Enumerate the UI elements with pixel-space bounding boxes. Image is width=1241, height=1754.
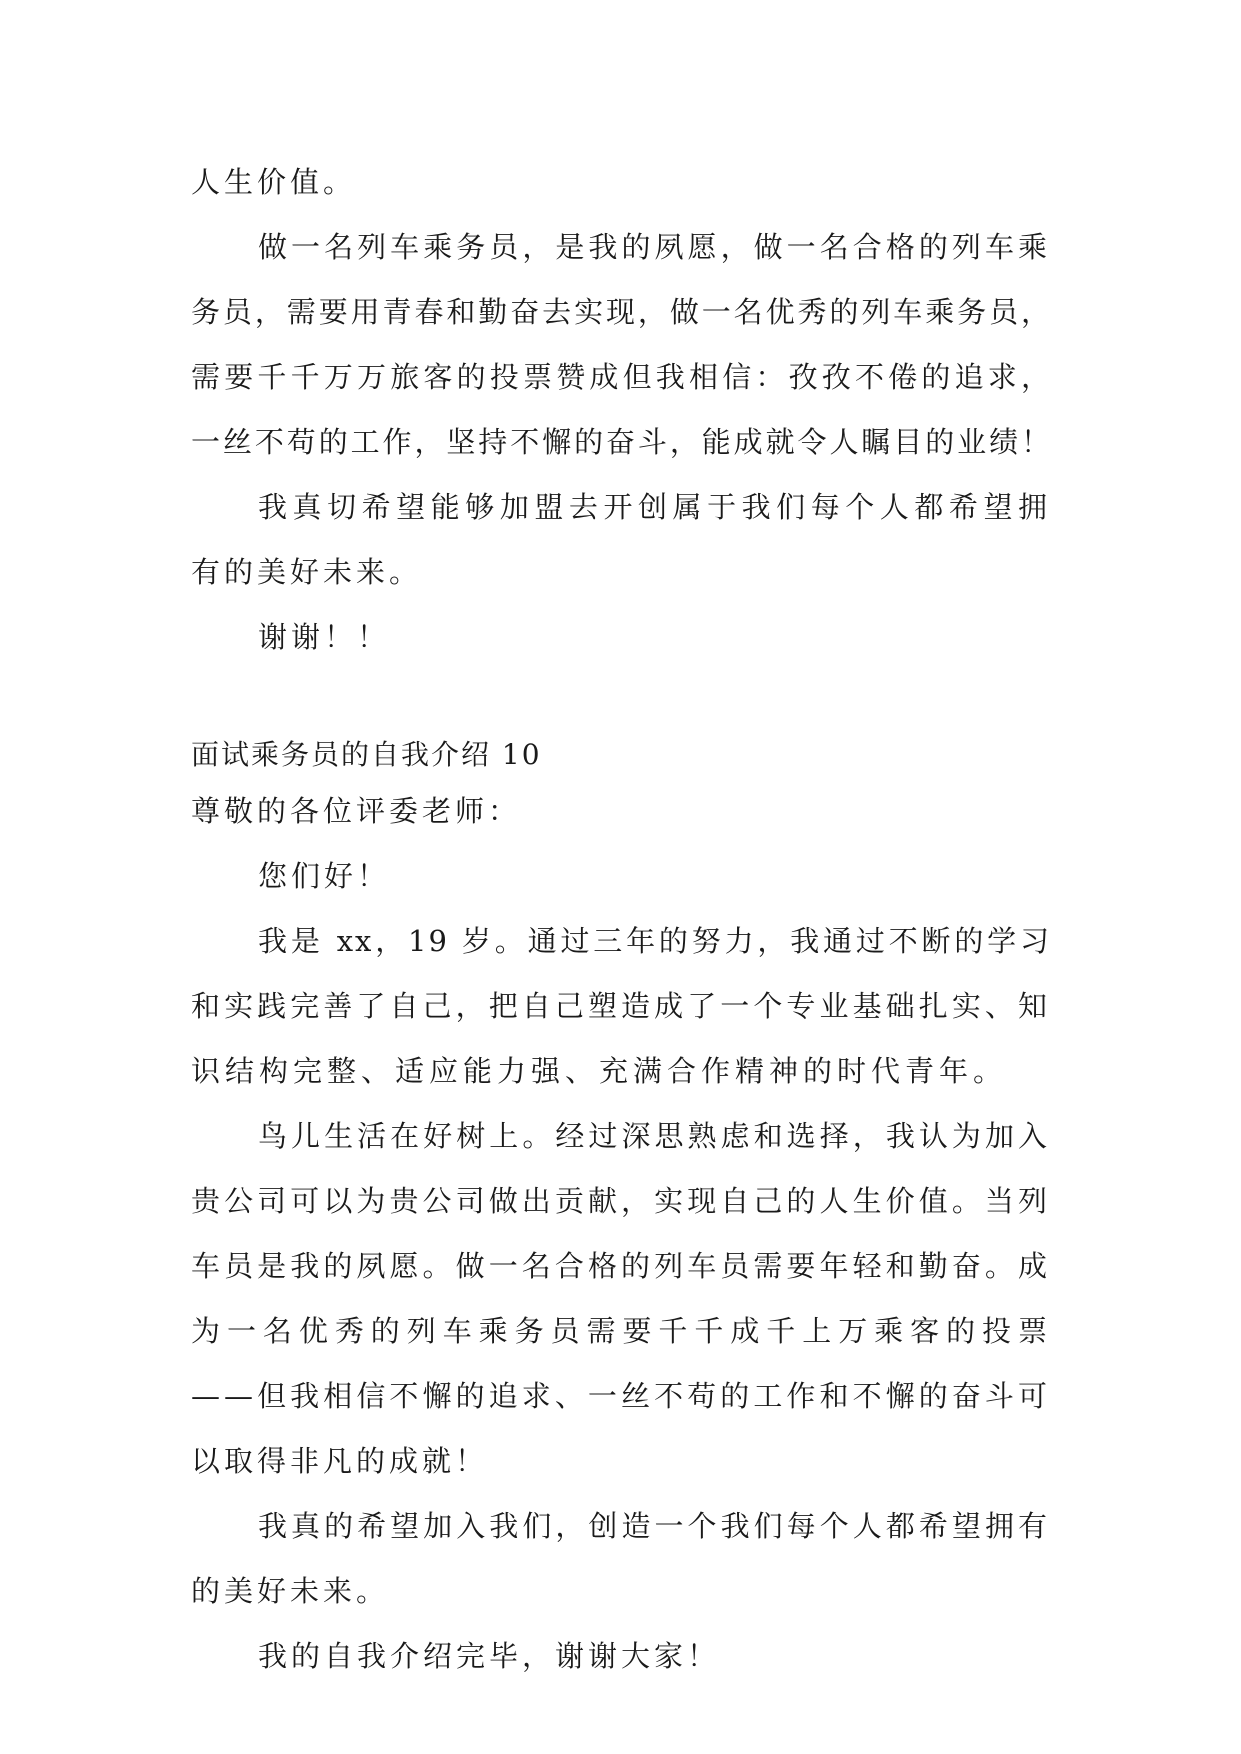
paragraph-line: 我是 xx，19 岁。通过三年的努力，我通过不断的学习 xyxy=(258,924,1051,958)
paragraph-line: 贵公司可以为贵公司做出贡献，实现自己的人生价值。当列 xyxy=(191,1184,1051,1218)
paragraph-line: 鸟儿生活在好树上。经过深思熟虑和选择，我认为加入 xyxy=(258,1119,1051,1153)
paragraph-line: 人生价值。 xyxy=(191,165,357,199)
greeting: 您们好！ xyxy=(258,859,391,893)
paragraph-line: 需要千千万万旅客的投票赞成但我相信：孜孜不倦的追求， xyxy=(191,360,1051,394)
paragraph-line: 有的美好未来。 xyxy=(191,555,423,589)
paragraph-line: 和实践完善了自己，把自己塑造成了一个专业基础扎实、知 xyxy=(191,989,1051,1023)
paragraph-line: 以取得非凡的成就！ xyxy=(191,1444,489,1478)
paragraph-line: 一丝不苟的工作，坚持不懈的奋斗，能成就令人瞩目的业绩！ xyxy=(191,425,1051,459)
salutation: 尊敬的各位评委老师： xyxy=(191,794,522,828)
paragraph-line: 务员，需要用青春和勤奋去实现，做一名优秀的列车乘务员， xyxy=(191,295,1051,329)
paragraph-line: 我真的希望加入我们，创造一个我们每个人都希望拥有 xyxy=(258,1509,1051,1543)
paragraph-line: 我真切希望能够加盟去开创属于我们每个人都希望拥 xyxy=(258,490,1051,524)
paragraph-line: 为一名优秀的列车乘务员需要千千成千上万乘客的投票 xyxy=(191,1314,1051,1348)
paragraph-line: 车员是我的夙愿。做一名合格的列车员需要年轻和勤奋。成 xyxy=(191,1249,1051,1283)
paragraph-line: 的美好未来。 xyxy=(191,1574,390,1608)
paragraph-line: 做一名列车乘务员，是我的夙愿，做一名合格的列车乘 xyxy=(258,230,1051,264)
closing-line: 我的自我介绍完毕，谢谢大家！ xyxy=(258,1639,721,1673)
section-title: 面试乘务员的自我介绍 10 xyxy=(191,738,542,771)
paragraph-line: 识结构完整、适应能力强、充满合作精神的时代青年。 xyxy=(191,1054,1008,1088)
closing-line: 谢谢！！ xyxy=(258,620,391,654)
paragraph-line: ——但我相信不懈的追求、一丝不苟的工作和不懈的奋斗可 xyxy=(191,1379,1051,1413)
